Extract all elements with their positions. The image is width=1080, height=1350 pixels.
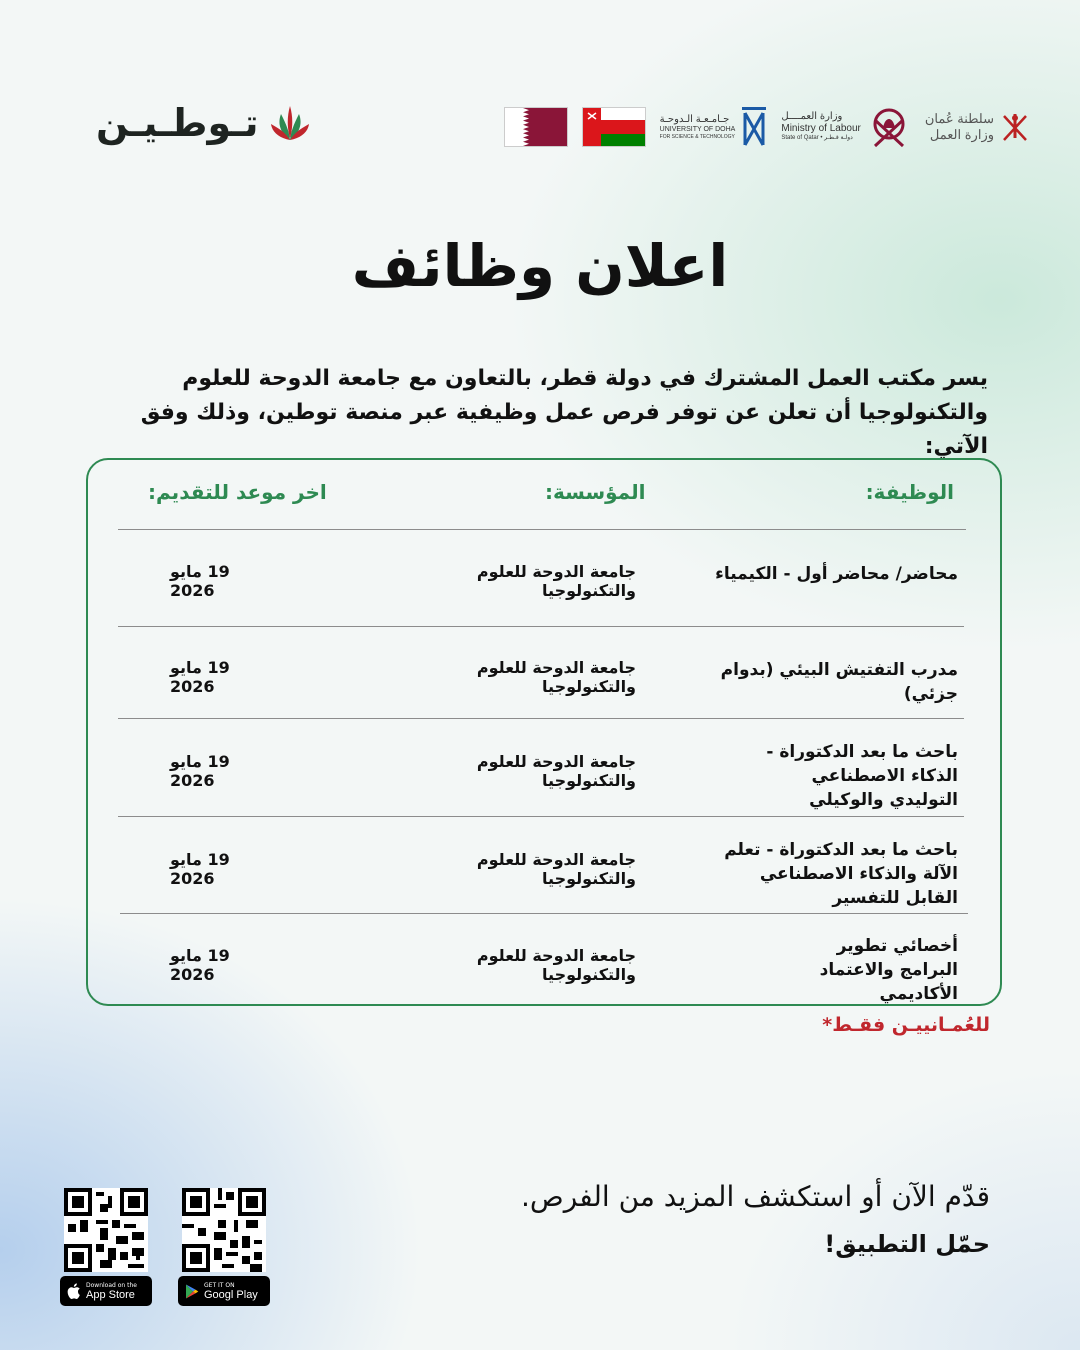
qr-code-icon[interactable] — [64, 1188, 148, 1272]
job-deadline: 19 مايو 2026 — [170, 850, 230, 888]
header-job: الوظيفة: — [865, 480, 954, 504]
header-deadline: اخر موعد للتقديم: — [148, 480, 327, 504]
job-deadline: 19 مايو 2026 — [170, 946, 230, 984]
jobs-table — [86, 458, 1002, 1006]
job-title: أخصائي تطوير البرامج والاعتماد الأكاديمي — [819, 936, 958, 1004]
google-play-icon — [185, 1284, 199, 1299]
omanis-only-note: للعُمـانييـن فقـط* — [822, 1014, 990, 1036]
mol-name-en: Ministry of Labour — [781, 123, 861, 135]
qatar-emblem-icon — [867, 102, 911, 152]
udst-mark-icon — [741, 105, 767, 149]
cta-line: قدّم الآن أو استكشف المزيد من الفرص. — [521, 1180, 990, 1213]
partner-logos — [504, 92, 1030, 162]
app-store-label: App Store — [86, 1288, 135, 1301]
qr-code-icon[interactable] — [182, 1188, 266, 1272]
oman-emblem-icon — [1000, 110, 1030, 144]
page-title: اعلان وظائف — [351, 232, 729, 300]
oman-mol-line1: سلطنة عُمان — [924, 111, 994, 127]
header-institution: المؤسسة: — [545, 480, 646, 504]
tawteen-logo-icon — [267, 100, 313, 146]
google-play-button[interactable] — [178, 1276, 270, 1306]
job-institution: جامعة الدوحة للعلوم والتكنولوجيا — [476, 752, 636, 790]
google-play-label: Googl Play — [204, 1288, 258, 1301]
job-title: باحث ما بعد الدكتوراة - الذكاء الاصطناعي التوليدي والوكيلي — [766, 742, 958, 810]
brand-logo-group — [96, 100, 313, 146]
table-divider — [118, 816, 964, 817]
job-title: مدرب التفتيش البيئي (بدوام جزئي) — [720, 660, 958, 704]
job-deadline: 19 مايو 2026 — [170, 658, 230, 696]
job-deadline: 19 مايو 2026 — [170, 562, 230, 600]
oman-flag-icon — [582, 107, 646, 147]
job-title: باحث ما بعد الدكتوراة - تعلم الآلة والذكاء الاصطناعي القابل للتفسير — [724, 840, 958, 908]
table-divider — [118, 529, 966, 530]
apple-icon — [67, 1283, 81, 1299]
qatar-ministry-of-labour-logo — [781, 102, 910, 152]
job-title: محاضر/ محاضر أول - الكيمياء — [715, 564, 958, 584]
qatar-flag-icon — [504, 107, 568, 147]
udst-name-en: UNIVERSITY OF DOHA — [659, 125, 736, 133]
job-deadline: 19 مايو 2026 — [170, 752, 230, 790]
intro-text: يسر مكتب العمل المشترك في دولة قطر، بالتعاون مع جامعة الدوحة للعلوم والتكنولوجيا أن تعلن عن توفر فرص عمل وظيفية عبر منصة توطين، وذلك وفق الآتي: — [140, 366, 988, 459]
table-divider — [118, 718, 964, 719]
app-store-small: Download on the — [86, 1281, 137, 1289]
app-store-button[interactable] — [60, 1276, 152, 1306]
mol-name-ar: وزارة العمــــل — [781, 111, 843, 123]
udst-sub: FOR SCIENCE & TECHNOLOGY — [659, 134, 735, 141]
oman-mol-line2: وزارة العمل — [929, 127, 994, 142]
job-institution: جامعة الدوحة للعلوم والتكنولوجيا — [476, 658, 636, 696]
job-institution: جامعة الدوحة للعلوم والتكنولوجيا — [476, 562, 636, 600]
udst-logo — [660, 105, 768, 149]
cta-download: حمّل التطبيق! — [824, 1230, 990, 1258]
google-play-small: GET IT ON — [204, 1281, 235, 1289]
job-institution: جامعة الدوحة للعلوم والتكنولوجيا — [476, 946, 636, 984]
brand-name: تـوطـيـن — [96, 101, 259, 145]
job-institution: جامعة الدوحة للعلوم والتكنولوجيا — [476, 850, 636, 888]
table-divider — [120, 913, 968, 914]
table-divider — [118, 626, 964, 627]
oman-ministry-of-labour-logo — [925, 110, 1030, 144]
mol-sub: State of Qatar • دولـة قـطـر — [781, 135, 853, 142]
udst-name-ar: جـامـعـة الـدوحـة — [659, 113, 730, 125]
